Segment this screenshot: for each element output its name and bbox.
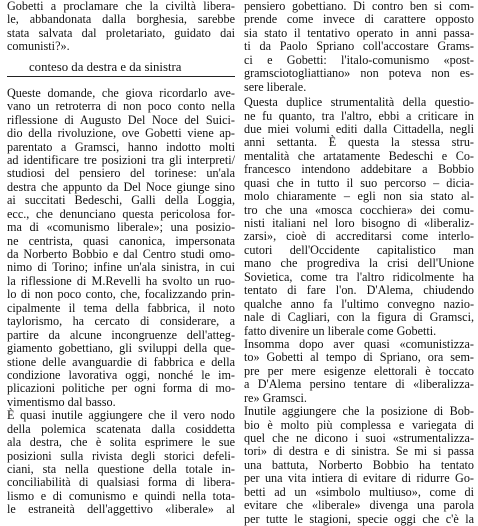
text-line: da Norberto Bobbio e dal Centro studi omo- <box>7 247 235 261</box>
text-line: prende come invece di carattere opposto <box>244 12 474 27</box>
text-line: sia stato il tentativo operato in anni passa- <box>244 25 474 40</box>
text-line: taylorismo, ha cercato di considerare, a <box>7 314 235 329</box>
text-line: riflessione di Augusto Del Noce del Suici- <box>7 112 235 127</box>
text-line: giamento gobettiano, gli sviluppi della que- <box>7 341 235 356</box>
text-line: pensiero gobettiano. Di contro ben si com- <box>244 0 474 13</box>
text-line: per tutte le stagioni, specie oggi che c'è la <box>244 511 474 526</box>
text-line: fatto divenire un liberale come Gobetti. <box>244 323 437 338</box>
text-line: tori» di destra e di sinistra. Se mi si passa <box>244 444 474 459</box>
text-line: tentato di fare l'on. D'Alema, chiudendo <box>244 283 474 298</box>
text-line: conciliabilità di qualsiasi forma di libera- <box>7 475 235 490</box>
text-line: Questa duplice strumentalità della questio- <box>244 95 474 110</box>
text-line: dio della rivoluzione, ove Gobetti viene ap- <box>7 126 235 141</box>
text-line: re» Gramsci. <box>244 390 307 405</box>
text-line: vano un retroterra di non poco conto nella <box>7 99 235 114</box>
text-line: quasi che in tutto il suo percorso – dicia- <box>244 175 474 190</box>
text-line: partire da alcune incongruenze dell'atteg- <box>7 327 235 342</box>
text-line: nale di Cagliari, con la figura di Gramsci, <box>244 310 474 325</box>
text-line: Insomma dopo aver quasi «comunistizza- <box>244 336 474 351</box>
text-line: tro che una «mosca cocchiera» dei comu- <box>244 202 474 217</box>
left-intro-paragraph <box>7 0 235 54</box>
text-line: Inutile aggiungere che la posizione di Bob- <box>244 404 474 419</box>
text-line: a D'Alema persino tentare di «liberalizza- <box>244 377 474 392</box>
text-line: betti ad un «simbolo multiuso», come di <box>244 484 474 499</box>
text-line: È quasi inutile aggiungere che il vero nodo <box>7 408 235 423</box>
text-line: molo chiaramente – egli non sia stato al- <box>244 189 474 204</box>
text-line: to» Gobetti al tempo di Spriano, ora sem- <box>244 350 474 365</box>
text-line: francesco intendono addebitare a Bobbio <box>244 162 474 177</box>
text-line: due miei volumi editi dalla Cittadella, negli <box>244 121 474 136</box>
text-line: ma di «comunismo liberale»; una posizio- <box>7 220 235 235</box>
text-line: gramsciotogliattiano» non poteva non es- <box>244 66 474 81</box>
text-line: sere liberale. <box>244 79 307 94</box>
left-body-text <box>7 87 235 517</box>
text-line: quel che ne dicono i suoi «strumentalizza- <box>244 431 474 445</box>
text-line: studiosi del pensiero del torinese: un'ala <box>7 166 235 181</box>
left-column <box>7 0 235 517</box>
text-line: comunisti?». <box>7 39 70 54</box>
text-line: stata salvata dal proletariato, guidato dai <box>7 25 235 40</box>
text-line: ne centrista, quasi canonica, impersonata <box>7 233 235 248</box>
text-line: Queste domande, che giova ricordarlo ave- <box>7 85 235 100</box>
text-line: nisti italiani nel loro bisogno di «liberaliz- <box>244 216 474 230</box>
text-line: cipalmente il tema della fabbrica, il noto <box>7 300 235 315</box>
section-divider <box>7 76 235 77</box>
text-line: una battuta, Norberto Bobbio ha tentato <box>244 457 474 472</box>
text-line: per una vita intiera di evitare di ridurre Go- <box>244 471 474 486</box>
text-line: cutori dell'Occidente capitalistico man <box>244 242 474 257</box>
text-line: anni settanta. È questa la stessa stru- <box>244 135 474 150</box>
text-line: ai succitati Bedeschi, Galli della Loggia, <box>7 193 235 208</box>
text-line: ne fu quanto, tra l'altro, ebbi a criticare in <box>244 108 474 123</box>
text-line: pre per mere esigenze elettorali è toccato <box>244 363 474 378</box>
text-line: zarsi», cioè di accreditarsi come interlo- <box>244 229 474 244</box>
text-line: le estraneità dell'aggettivo «liberale» al <box>7 502 235 517</box>
text-line: evitare che «liberale» divenga una parola <box>244 498 474 513</box>
text-line: Gobetti a proclamare che la civiltà libera- <box>7 0 235 13</box>
text-line: bio è molto più complessa e variegata di <box>244 417 474 432</box>
text-line: ciani, sta nella questione della totale in- <box>7 462 235 476</box>
text-line: ecc., che denunciano questa pericolosa for- <box>7 206 235 221</box>
section-heading: conteso da destra e da sinistra <box>29 59 182 74</box>
text-line: ti da Paolo Spriano coll'accostare Grams- <box>244 39 474 54</box>
text-line: nimo di Torino; infine un'ala sinistra, in cui <box>7 260 235 275</box>
text-line: parentato a Gramsci, hanno indotto molti <box>7 139 235 154</box>
text-line: ci e Gobetti: l'italo-comunismo «post- <box>244 52 474 67</box>
text-line: le, abbandonata dalla borghesia, sarebbe <box>7 12 235 27</box>
text-line: lismo e di comunismo e quindi nella tota- <box>7 488 235 503</box>
text-line: plicazioni politiche per ogni forma di mo- <box>7 381 235 396</box>
text-line: della polemica scatenata dalla cosiddetta <box>7 421 235 436</box>
text-line: mentalità che artatamente Bedeschi e Co- <box>244 148 474 163</box>
text-line: stione delle avanguardie di fabbrica e della <box>7 354 235 369</box>
text-line: posizioni sulla rivista degli storici defeli- <box>7 448 235 463</box>
text-line: condizione lavorativa oggi, nonché le im- <box>7 367 235 382</box>
text-line: Sovietica, come tra l'altro ridicolmente ha <box>244 269 474 284</box>
right-column <box>244 0 474 526</box>
text-line: qualche anno fa l'ultimo convegno nazio- <box>244 296 474 311</box>
text-line: destra che appunto da Del Noce giunge sino <box>7 179 235 194</box>
text-line: ad identificare tre posizioni tra gli interpreti/ <box>7 152 235 167</box>
text-line: mano che progrediva la crisi dell'Unione <box>244 256 474 271</box>
right-paragraph-2 <box>244 96 474 526</box>
text-line: la riflessione di M.Revelli ha svolto un ruo- <box>7 273 235 288</box>
text-line: lo di non poco conto, che, focalizzando prin- <box>7 287 235 302</box>
text-line: vimentismo dal basso. <box>7 394 116 409</box>
right-paragraph-1 <box>244 0 474 94</box>
text-line: ala destra, che è solita esprimere le sue <box>7 435 235 450</box>
